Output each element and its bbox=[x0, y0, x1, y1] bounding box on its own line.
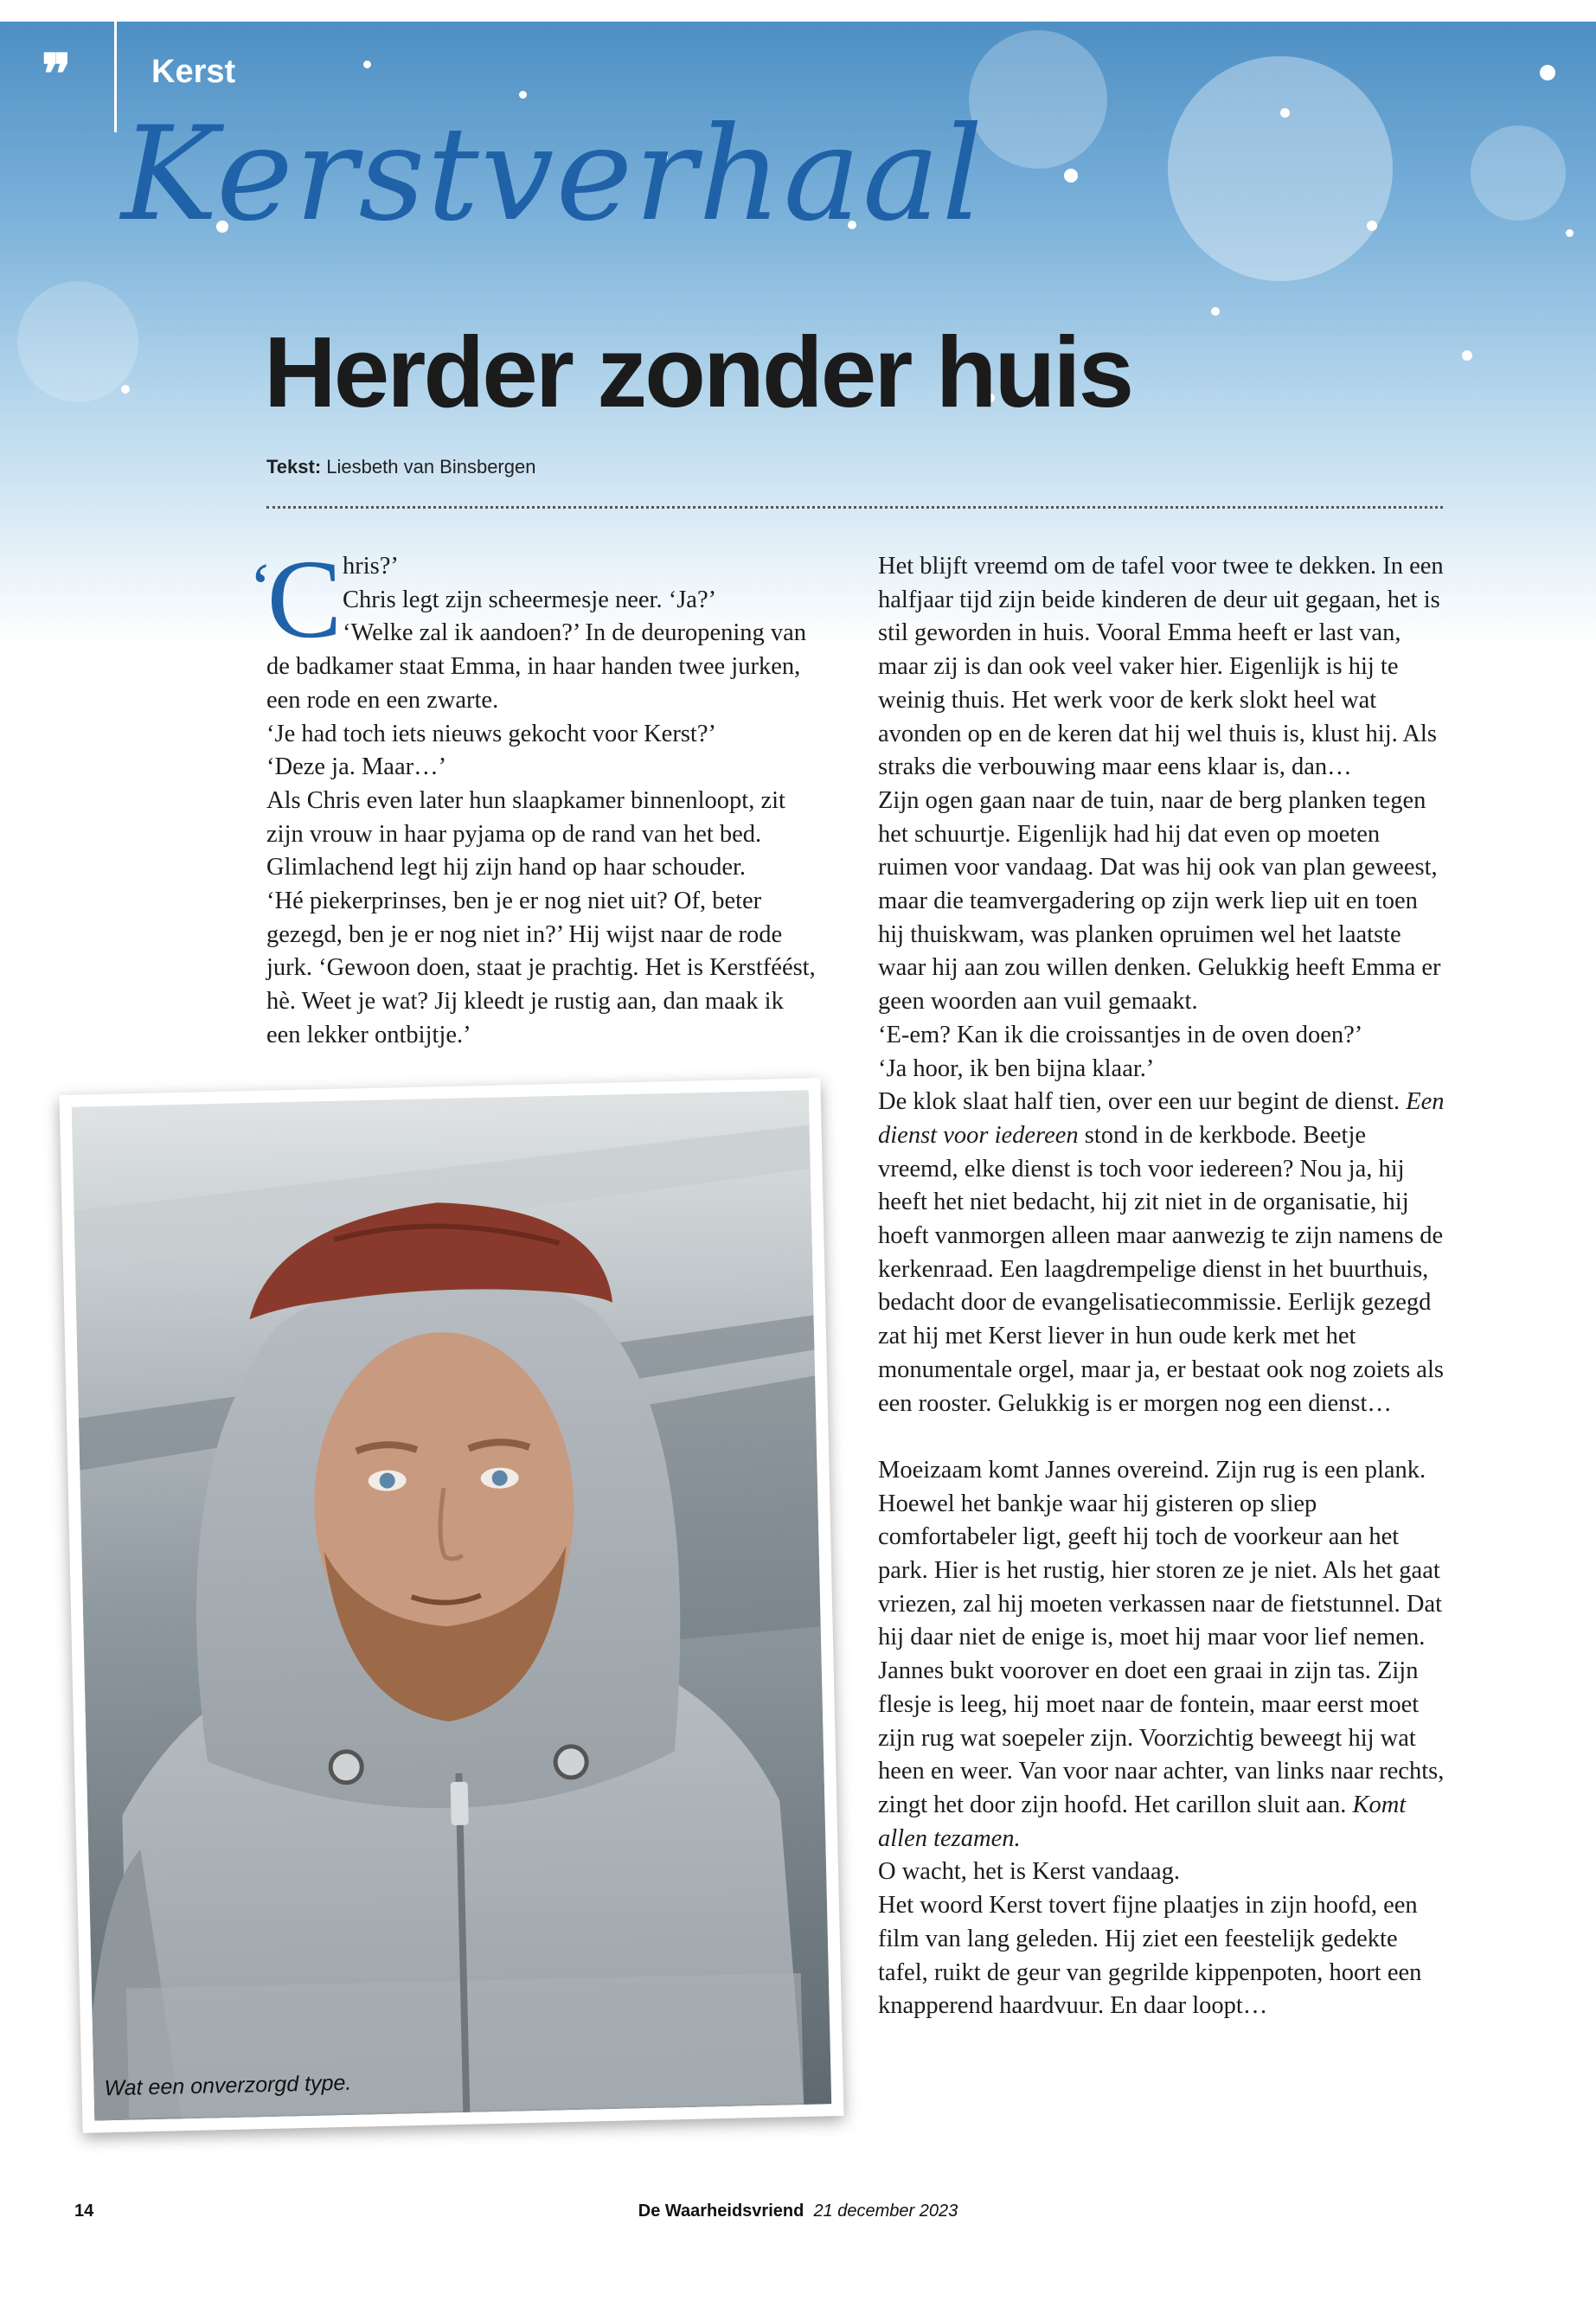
page-number: 14 bbox=[74, 2202, 94, 2221]
photo-image bbox=[72, 1090, 831, 2120]
paragraph: ‘Welke zal ik aandoen?’ In de deuropening van de badkamer staat Emma, in haar handen twee jurken, een rode en een zwarte. bbox=[266, 619, 807, 714]
publication-name: De Waarheidsvriend bbox=[638, 2202, 804, 2221]
paragraph: hris?’ bbox=[343, 553, 399, 580]
section-label: Kerst bbox=[151, 54, 236, 90]
paragraph: Het woord Kerst tovert fijne plaatjes in zijn hoofd, een film van lang geleden. Hij ziet een feestelijk gedekte tafel, ruikt de geur van gegrilde kippenpoten, hoort een knapperend haardvuur. En daar loopt… bbox=[878, 1892, 1422, 2020]
article-column-2 bbox=[878, 550, 1449, 2023]
kicker-title: Kerstverhaal bbox=[121, 99, 985, 250]
paragraph: Zijn ogen gaan naar de tuin, naar de berg planken tegen het schuurtje. Eigenlijk had hij dat even op moeten ruimen voor vandaag. Dat was hij ook van plan geweest, maar die teamvergadering op zijn werk liep uit en toen hij thuiskwam, was planken opruimen wel het laatste waar hij aan zou willen denken. Gelukkig heeft Emma er geen woorden aan vuil gemaakt. bbox=[878, 786, 1441, 1016]
footer-publication bbox=[0, 2202, 1596, 2221]
paragraph: O wacht, het is Kerst vandaag. bbox=[878, 1858, 1181, 1886]
paragraph: Als Chris even later hun slaapkamer binnenloopt, zit zijn vrouw in haar pyjama op de rand van het bed. Glimlachend legt hij zijn hand op haar schouder. bbox=[266, 786, 785, 881]
quote-icon: ❞ bbox=[42, 44, 72, 106]
byline bbox=[266, 456, 535, 478]
paragraph: ‘Ja hoor, ik ben bijna klaar.’ bbox=[878, 1054, 1155, 1082]
paragraph: ‘Je had toch iets nieuws gekocht voor Kerst?’ bbox=[266, 720, 716, 747]
drop-cap: ‘C bbox=[249, 537, 343, 662]
byline-label: Tekst: bbox=[266, 456, 322, 478]
byline-author: Liesbeth van Binsbergen bbox=[326, 456, 536, 478]
paragraph: Moeizaam komt Jannes overeind. Zijn rug is een plank. Hoewel het bankje waar hij gisteren op sliep comfortabeler ligt, geeft hij toch de voorkeur aan het park. Hier is het rustig, hier storen ze je niet. Als het gaat vriezen, zal hij moeten verkassen naar de fietstunnel. Dat hij daar niet de enige is, moet hij maar voor lief nemen. Jannes bukt voorover en doet een graai in zijn tas. Zijn flesje is leeg, hij moet naar de fontein, maar eerst moet zijn rug wat soepeler zijn. Voorzichtig beweegt hij wat heen en weer. Van voor naar achter, van links naar rechts, zingt het door zijn hoofd. Het carillon sluit aan. Komt allen tezamen. bbox=[878, 1456, 1445, 1852]
header-divider bbox=[114, 22, 117, 132]
dotted-divider bbox=[266, 506, 1443, 509]
photo-caption: Wat een onverzorgd type. bbox=[104, 2070, 352, 2101]
paragraph: Chris legt zijn scheermesje neer. ‘Ja?’ bbox=[343, 586, 717, 613]
paragraph: De klok slaat half tien, over een uur begint de dienst. Een dienst voor iedereen stond in de kerkbode. Beetje vreemd, elke dienst is toch voor iedereen? Nou ja, hij heeft het niet bedacht, hij zit niet in de organisatie, hij hoeft vanmorgen alleen maar aanwezig te zijn namens de kerkenraad. Een laagdrempelige dienst in het buurthuis, bedacht door de evangelisatiecommissie. Eerlijk gezegd zat hij met Kerst liever in hun oude kerk met het monumentale orgel, maar ja, er bestaat ook nog zoiets als een rooster. Gelukkig is er morgen nog een dienst… bbox=[878, 1088, 1445, 1417]
page-title: Herder zonder huis bbox=[264, 316, 1132, 428]
paragraph: ‘Hé piekerprinses, ben je er nog niet uit? Of, beter gezegd, ben je er nog niet in?’ Hij wijst naar de rode jurk. ‘Gewoon doen, staat je prachtig. Het is Kerstféést, hè. Weet je wat? Jij kleedt je rustig aan, dan maak ik een lekker ontbijtje.’ bbox=[266, 888, 816, 1048]
article-column-1 bbox=[266, 550, 820, 1053]
paragraph: ‘Deze ja. Maar…’ bbox=[266, 753, 447, 781]
publication-date: 21 december 2023 bbox=[813, 2202, 958, 2221]
homeless-man-illustration bbox=[72, 1090, 831, 2120]
portrait-photo bbox=[60, 1078, 844, 2133]
paragraph: ‘E-em? Kan ik die croissantjes in de oven doen?’ bbox=[878, 1021, 1363, 1048]
paragraph: Het blijft vreemd om de tafel voor twee te dekken. In een halfjaar tijd zijn beide kinderen de deur uit gegaan, het is stil geworden in huis. Vooral Emma heeft er last van, maar zij is dan ook veel vaker hier. Eigenlijk is hij te weinig thuis. Het werk voor de kerk slokt heel wat avonden op en de keren dat hij wel thuis is, klust hij. Als straks die verbouwing maar eens klaar is, dan… bbox=[878, 553, 1444, 781]
